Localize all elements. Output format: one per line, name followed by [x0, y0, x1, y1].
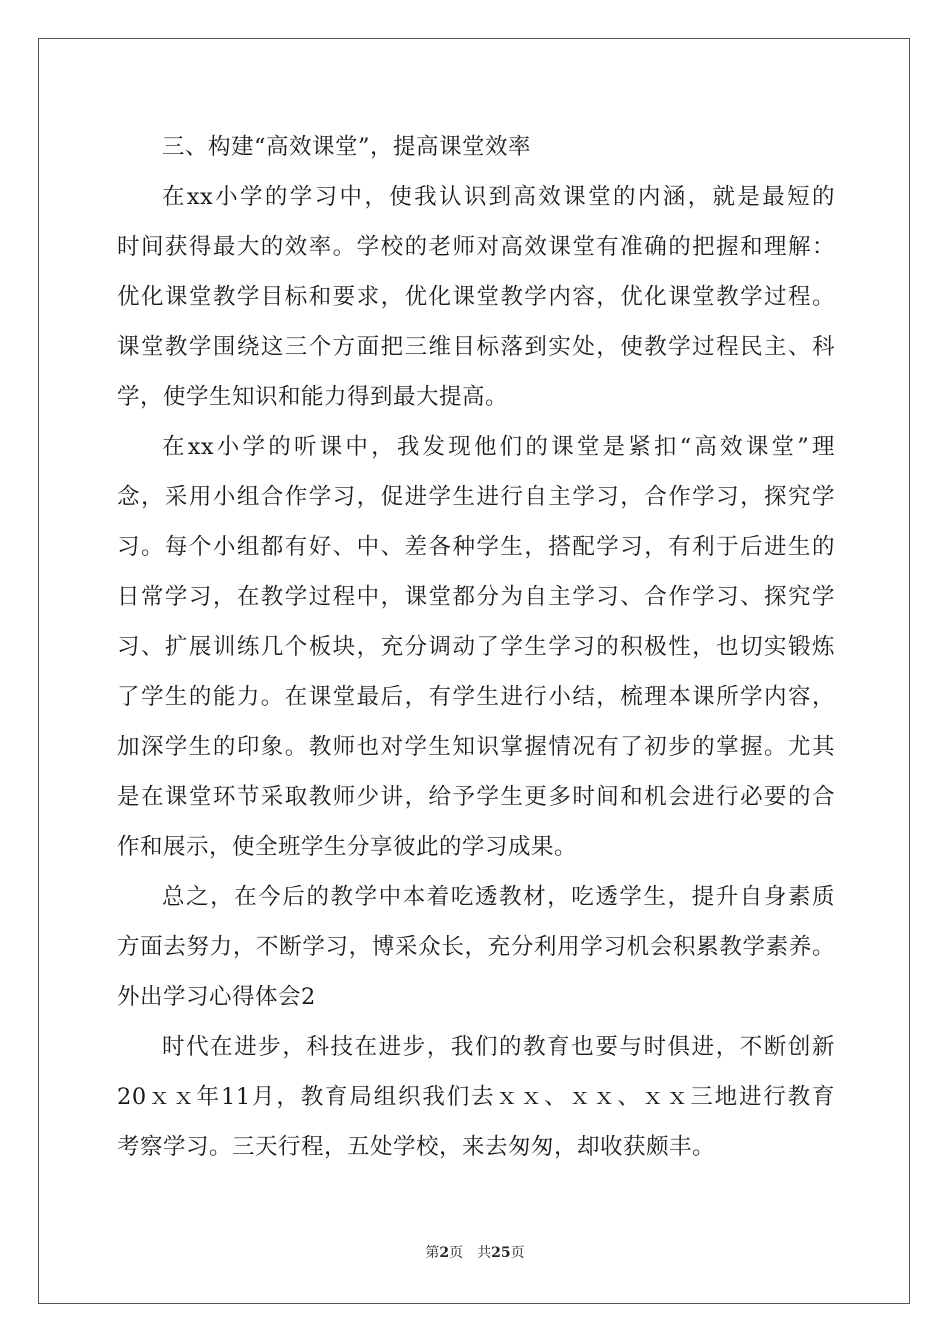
text-line: 加深学生的印象。教师也对学生知识掌握情况有了初步的掌握。尤其 — [117, 734, 835, 760]
section-heading: 三、构建“高效课堂”，提高课堂效率 — [162, 134, 532, 160]
text-line: 习、扩展训练几个板块，充分调动了学生学习的积极性，也切实锻炼 — [117, 634, 835, 660]
text-line: 习。每个小组都有好、中、差各种学生，搭配学习，有利于后进生的 — [117, 534, 835, 560]
text-line: 考察学习。三天行程，五处学校，来去匆匆，却收获颇丰。 — [117, 1134, 716, 1160]
document-body — [117, 122, 835, 1172]
article-title: 外出学习心得体会2 — [117, 984, 316, 1010]
page-footer — [0, 1243, 950, 1263]
text-line: 优化课堂教学目标和要求，优化课堂教学内容，优化课堂教学过程。 — [117, 284, 835, 310]
total-prefix: 共 — [477, 1245, 492, 1261]
text-line: 作和展示，使全班学生分享彼此的学习成果。 — [117, 834, 578, 860]
text-line: 20ｘｘ年11月，教育局组织我们去ｘｘ、ｘｘ、ｘｘ三地进行教育 — [117, 1084, 835, 1110]
page-suffix: 页 — [449, 1245, 464, 1261]
text-line: 方面去努力，不断学习，博采众长，充分利用学习机会积累教学素养。 — [117, 934, 835, 960]
text-line: 学，使学生知识和能力得到最大提高。 — [117, 384, 509, 410]
page-prefix: 第 — [425, 1245, 440, 1261]
text-line: 时代在进步，科技在进步，我们的教育也要与时俱进，不断创新 — [162, 1034, 835, 1060]
text-line: 时间获得最大的效率。学校的老师对高效课堂有准确的把握和理解： — [117, 234, 835, 260]
text-line: 是在课堂环节采取教师少讲，给予学生更多时间和机会进行必要的合 — [117, 784, 835, 810]
text-line: 日常学习，在教学过程中，课堂都分为自主学习、合作学习、探究学 — [117, 584, 835, 610]
total-suffix: 页 — [510, 1245, 525, 1261]
text-line: 了学生的能力。在课堂最后，有学生进行小结，梳理本课所学内容， — [117, 684, 835, 710]
page-number: 2 — [439, 1245, 450, 1261]
text-line: 在xx小学的听课中，我发现他们的课堂是紧扣“高效课堂”理 — [162, 434, 835, 460]
text-line: 念，采用小组合作学习，促进学生进行自主学习，合作学习，探究学 — [117, 484, 835, 510]
total-pages: 25 — [491, 1245, 511, 1261]
text-line: 在xx小学的学习中，使我认识到高效课堂的内涵，就是最短的 — [162, 184, 835, 210]
text-line: 课堂教学围绕这三个方面把三维目标落到实处，使教学过程民主、科 — [117, 334, 835, 360]
text-line: 总之，在今后的教学中本着吃透教材，吃透学生，提升自身素质 — [162, 884, 835, 910]
